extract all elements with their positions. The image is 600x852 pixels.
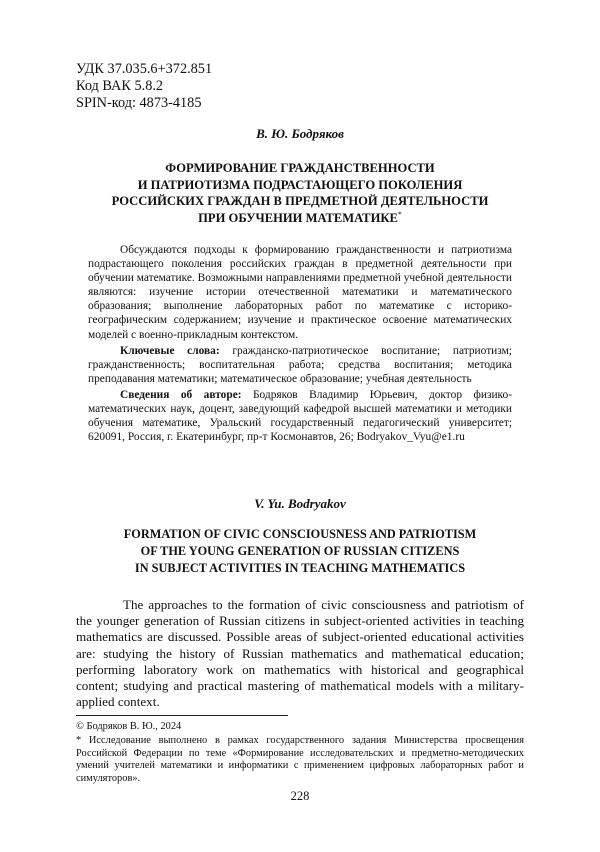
keywords-text: гражданско-патриотическое воспитание; патриотизм; гражданственность; воспитательная работа; средства воспитания; методика преподавания математики; математическое образование; учебная деятельность (88, 344, 512, 385)
author-name-en: V. Yu. Bodryakov (254, 496, 346, 511)
title-en-line: FORMATION OF CIVIC CONSCIOUSNESS AND PATRIOTISM (123, 527, 477, 541)
article-title-ru (50, 160, 550, 226)
title-ru-line: ФОРМИРОВАНИЕ ГРАЖДАНСТВЕННОСТИ (165, 161, 435, 175)
spin-code: SPIN-код: 4873-4185 (76, 95, 202, 111)
vak-code: Код ВАК 5.8.2 (76, 78, 164, 94)
author-info-ru (88, 388, 512, 444)
author-info-text: Бодряков Владимир Юрьевич, доктор физико-математических наук, доцент, заведующий кафедрой высшей математики и методики обучения математике, Уральский государственный педагогический университет; 620091, Россия, г. Екатеринбург, пр-т Космонавтов, 26; Bodryakov_Vyu@e1.ru (88, 388, 512, 444)
funding-footnote: * Исследование выполнено в рамках государственного задания Министерства просвещения Российской Федерации по теме «Формирование исследовательских и предметно-методических умений учителей математики и информатики с применением цифровых лабораторных работ и симуляторов». (76, 735, 524, 784)
udc-code: УДК 37.035.6+372.851 (76, 61, 213, 77)
title-en-line: OF THE YOUNG GENERATION OF RUSSIAN CITIZENS (140, 544, 460, 558)
author-name-ru: В. Ю. Бодряков (256, 126, 344, 141)
ru-body (88, 243, 512, 444)
page-number: 228 (290, 789, 310, 803)
title-ru-line: ПРИ ОБУЧЕНИИ МАТЕМАТИКЕ (198, 210, 398, 225)
title-ru-line-last (50, 210, 550, 227)
article-metadata (76, 61, 212, 112)
title-footnote-mark[interactable]: * (397, 209, 402, 219)
article-title-en (50, 526, 550, 577)
title-en-line: IN SUBJECT ACTIVITIES IN TEACHING MATHEMATICS (134, 561, 466, 575)
title-ru-line: РОССИЙСКИХ ГРАЖДАН В ПРЕДМЕТНОЙ ДЕЯТЕЛЬНОСТИ (111, 194, 489, 208)
abstract-ru: Обсуждаются подходы к формированию гражданственности и патриотизма подрастающего поколения российских граждан в предметной деятельности при обучении математике. Возможными направлениями предметной учебной деятельности являются: изучение истории отечественной математики и математического образования; выполнение лабораторных работ по математике с историко-географическим содержанием; изучение и практическое освоение математических моделей с военно-прикладным контекстом. (88, 244, 512, 341)
footnote-divider (76, 715, 288, 716)
copyright-note: © Бодряков В. Ю., 2024 (76, 721, 182, 732)
abstract-en-block (76, 597, 524, 710)
keywords-ru (88, 344, 512, 386)
author-info-label: Сведения об авторе: (120, 388, 242, 401)
keywords-label: Ключевые слова: (120, 344, 220, 357)
title-ru-line: И ПАТРИОТИЗМА ПОДРАСТАЮЩЕГО ПОКОЛЕНИЯ (137, 177, 463, 192)
abstract-en: The approaches to the formation of civic consciousness and patriotism of the younger generation of Russian citizens in subject-oriented activities in teaching mathematics are discussed. Possible areas of subject-oriented educational activities are: studying the history of Russian mathematics and mathematical education; performing laboratory work on mathematics with historical and geographical content; studying and practical mastering of mathematical models with a military-applied context. (76, 597, 524, 710)
footnotes (76, 721, 524, 785)
